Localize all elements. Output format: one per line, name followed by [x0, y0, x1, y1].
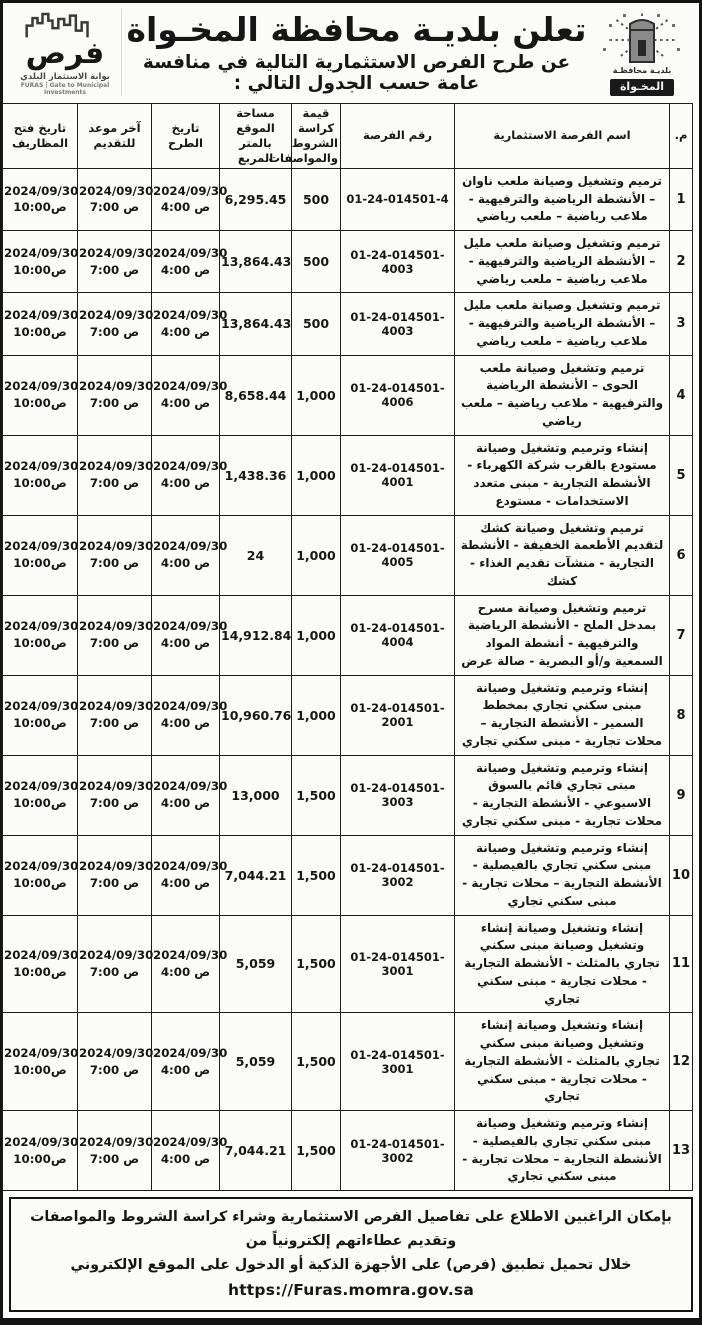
municipality-emblem-icon: [591, 10, 693, 68]
cell-booklet-fee: 1,000: [292, 435, 341, 515]
cell-opportunity-number: 01-24-014501-4003: [341, 293, 455, 355]
cell-opportunity-name: إنشاء وترميم وتشغيل وصيانة مبنى سكني تجاري بالفيصلية - الأنشطة التجارية – محلات تجارية - مبنى سكني تجاري: [455, 835, 670, 915]
cell-site-area: 7,044.21: [220, 835, 292, 915]
col-opening-date: تاريخ فتح المظاريف: [3, 104, 78, 169]
table-row: [3, 231, 693, 293]
cell-submission-deadline: 2024/09/30 7:00 ص: [78, 595, 152, 675]
cell-submission-deadline: 2024/09/30 7:00 ص: [78, 1111, 152, 1191]
cell-site-area: 14,912.84: [220, 595, 292, 675]
cell-submission-deadline: 2024/09/30 7:00 ص: [78, 293, 152, 355]
cell-opening-date: 2024/09/30 10:00ص: [3, 435, 78, 515]
cell-opportunity-number: 01-24-014501-2001: [341, 675, 455, 755]
cell-booklet-fee: 500: [292, 293, 341, 355]
table-row: [3, 835, 693, 915]
cell-opportunity-name: إنشاء وترميم وتشغيل وصيانة مبنى تجاري قائم بالسوق الاسبوعي - الأنشطة التجارية - محلات تجارية - مبنى سكني تجاري: [455, 755, 670, 835]
cell-opportunity-number: 01-24-014501-4001: [341, 435, 455, 515]
cell-serial: 11: [670, 915, 693, 1013]
cell-opportunity-number: 01-24-014501-3002: [341, 1111, 455, 1191]
footer-note: [9, 1197, 693, 1312]
cell-serial: 4: [670, 355, 693, 435]
cell-serial: 3: [670, 293, 693, 355]
col-booklet-fee: قيمة كراسة الشروط والمواصفات: [292, 104, 341, 169]
cell-offer-date: 2024/09/30 4:00 ص: [152, 835, 220, 915]
cell-booklet-fee: 1,000: [292, 355, 341, 435]
cell-opportunity-number: 01-24-014501-3001: [341, 1013, 455, 1111]
cell-booklet-fee: 1,000: [292, 675, 341, 755]
cell-opening-date: 2024/09/30 10:00ص: [3, 293, 78, 355]
table-row: [3, 355, 693, 435]
cell-site-area: 6,295.45: [220, 168, 292, 230]
cell-offer-date: 2024/09/30 4:00 ص: [152, 435, 220, 515]
table-row: [3, 293, 693, 355]
furas-wordmark: فرص: [25, 36, 105, 71]
footer-line1: بإمكان الراغبين الاطلاع على تفاصيل الفرص الاستثمارية وشراء كراسة الشروط والمواصفات وتقديم عطاءاتهم إلكترونياً من: [30, 1209, 672, 1250]
cell-booklet-fee: 1,000: [292, 515, 341, 595]
cell-serial: 7: [670, 595, 693, 675]
col-opportunity-name: اسم الفرصة الاستثمارية: [455, 104, 670, 169]
cell-opportunity-number: 01-24-014501-4: [341, 168, 455, 230]
cell-booklet-fee: 500: [292, 168, 341, 230]
table-row: [3, 755, 693, 835]
cell-site-area: 1,438.36: [220, 435, 292, 515]
table-row: [3, 435, 693, 515]
cell-opening-date: 2024/09/30 10:00ص: [3, 835, 78, 915]
cell-booklet-fee: 1,000: [292, 595, 341, 675]
cell-opening-date: 2024/09/30 10:00ص: [3, 1013, 78, 1111]
cell-offer-date: 2024/09/30 4:00 ص: [152, 515, 220, 595]
cell-serial: 9: [670, 755, 693, 835]
cell-opportunity-number: 01-24-014501-3002: [341, 835, 455, 915]
cell-opportunity-name: إنشاء وترميم وتشغيل وصيانة مبنى سكني تجاري بالفيصلية - الأنشطة التجارية – محلات تجارية - مبنى سكني تجاري: [455, 1111, 670, 1191]
cell-offer-date: 2024/09/30 4:00 ص: [152, 355, 220, 435]
footer-line2: خلال تحميل تطبيق (فرص) على الأجهزة الذكية أو الدخول على الموقع الإلكتروني: [70, 1257, 632, 1274]
table-row: [3, 595, 693, 675]
masthead: [3, 3, 699, 99]
cell-serial: 12: [670, 1013, 693, 1111]
cell-opening-date: 2024/09/30 10:00ص: [3, 231, 78, 293]
cell-serial: 8: [670, 675, 693, 755]
municipality-emblem: [591, 10, 693, 96]
cell-opportunity-name: ترميم وتشغيل وصيانة ملعب ناوان – الأنشطة الرياضية والترفيهية - ملاعب رياضية – ملعب رياضي: [455, 168, 670, 230]
furas-tagline-en: FURAS | Gate to Municipal Investments: [20, 82, 110, 96]
cell-opportunity-name: ترميم وتشغيل وصيانة ملعب مليل – الأنشطة الرياضية والترفيهية - ملاعب رياضية – ملعب رياضي: [455, 293, 670, 355]
cell-opening-date: 2024/09/30 10:00ص: [3, 515, 78, 595]
cell-submission-deadline: 2024/09/30 7:00 ص: [78, 435, 152, 515]
cell-offer-date: 2024/09/30 4:00 ص: [152, 168, 220, 230]
headline-block: [126, 11, 587, 95]
cell-site-area: 5,059: [220, 915, 292, 1013]
col-opportunity-number: رقم الفرصة: [341, 104, 455, 169]
cell-opening-date: 2024/09/30 10:00ص: [3, 675, 78, 755]
cell-opportunity-number: 01-24-014501-4004: [341, 595, 455, 675]
cell-booklet-fee: 1,500: [292, 835, 341, 915]
cell-opening-date: 2024/09/30 10:00ص: [3, 595, 78, 675]
cell-opening-date: 2024/09/30 10:00ص: [3, 355, 78, 435]
table-row: [3, 675, 693, 755]
cell-opportunity-name: إنشاء وترميم وتشغيل وصيانة مستودع بالقرب شركة الكهرباء - الأنشطة التجارية - مبنى متعدد الاستخدامات - مستودع: [455, 435, 670, 515]
furas-website-link[interactable]: https://Furas.momra.gov.sa: [227, 1281, 475, 1300]
cell-submission-deadline: 2024/09/30 7:00 ص: [78, 231, 152, 293]
table-row: [3, 1111, 693, 1191]
cell-submission-deadline: 2024/09/30 7:00 ص: [78, 515, 152, 595]
opportunities-table: [2, 103, 693, 1191]
cell-submission-deadline: 2024/09/30 7:00 ص: [78, 675, 152, 755]
furas-tagline-ar: بوابة الاستثمار البلدي: [20, 72, 110, 82]
cell-site-area: 8,658.44: [220, 355, 292, 435]
table-row: [3, 515, 693, 595]
page-title: تعلن بلديـة محافظة المخـواة: [126, 9, 587, 49]
table-row: [3, 1013, 693, 1111]
cell-opportunity-number: 01-24-014501-4005: [341, 515, 455, 595]
cell-submission-deadline: 2024/09/30 7:00 ص: [78, 1013, 152, 1111]
cell-submission-deadline: 2024/09/30 7:00 ص: [78, 835, 152, 915]
table-row: [3, 915, 693, 1013]
cell-booklet-fee: 1,500: [292, 1111, 341, 1191]
col-submission-deadline: آخر موعد للتقديم: [78, 104, 152, 169]
cell-opportunity-name: ترميم وتشغيل وصيانة ملعب مليل – الأنشطة الرياضية والترفيهية - ملاعب رياضية – ملعب رياضي: [455, 231, 670, 293]
cell-serial: 5: [670, 435, 693, 515]
cell-offer-date: 2024/09/30 4:00 ص: [152, 293, 220, 355]
table-header: [3, 104, 693, 169]
cell-opportunity-number: 01-24-014501-4003: [341, 231, 455, 293]
cell-opening-date: 2024/09/30 10:00ص: [3, 168, 78, 230]
cell-offer-date: 2024/09/30 4:00 ص: [152, 675, 220, 755]
cell-site-area: 10,960.76: [220, 675, 292, 755]
cell-opportunity-name: ترميم وتشغيل وصيانة مسرح بمدخل الملح - الأنشطة الرياضية والترفيهية - أنشطة المواد السمعية و/أو البصرية - صالة عرض: [455, 595, 670, 675]
page-subtitle: عن طرح الفرص الاستثمارية التالية في منافسة عامة حسب الجدول التالي :: [142, 52, 571, 95]
table-row: [3, 168, 693, 230]
cell-submission-deadline: 2024/09/30 7:00 ص: [78, 755, 152, 835]
cell-offer-date: 2024/09/30 4:00 ص: [152, 915, 220, 1013]
cell-opportunity-name: إنشاء وتشغيل وصيانة إنشاء وتشغيل وصيانة مبنى سكني تجاري بالمثلث - الأنشطة التجارية - محلات تجارية - مبنى سكني تجاري: [455, 1013, 670, 1111]
cell-serial: 13: [670, 1111, 693, 1191]
cell-opportunity-name: ترميم وتشغيل وصيانة ملعب الحوى – الأنشطة الرياضية والترفيهية - ملاعب رياضية – ملعب رياضي: [455, 355, 670, 435]
cell-site-area: 24: [220, 515, 292, 595]
cell-opportunity-name: إنشاء وترميم وتشغيل وصيانة مبنى سكني تجاري بمخطط السمير - الأنشطة التجارية – محلات تجارية - مبنى سكني تجاري: [455, 675, 670, 755]
opportunities-tbody: [3, 168, 693, 1190]
cell-opening-date: 2024/09/30 10:00ص: [3, 755, 78, 835]
cell-submission-deadline: 2024/09/30 7:00 ص: [78, 915, 152, 1013]
col-offer-date: تاريخ الطرح: [152, 104, 220, 169]
cell-booklet-fee: 1,500: [292, 755, 341, 835]
cell-opportunity-number: 01-24-014501-4006: [341, 355, 455, 435]
cell-site-area: 13,864.43: [220, 231, 292, 293]
cell-serial: 1: [670, 168, 693, 230]
emblem-text-line1: بلديـة محافظـة: [612, 65, 672, 75]
cell-opening-date: 2024/09/30 10:00ص: [3, 1111, 78, 1191]
cell-offer-date: 2024/09/30 4:00 ص: [152, 755, 220, 835]
cell-serial: 10: [670, 835, 693, 915]
cell-opportunity-number: 01-24-014501-3003: [341, 755, 455, 835]
cell-site-area: 13,864.43: [220, 293, 292, 355]
col-serial: م.: [670, 104, 693, 169]
cell-opportunity-name: ترميم وتشغيل وصيانة كشك لتقديم الأطعمة الخفيفة - الأنشطة التجارية - منشآت تقديم الغذاء - كشك: [455, 515, 670, 595]
cell-site-area: 5,059: [220, 1013, 292, 1111]
cell-submission-deadline: 2024/09/30 7:00 ص: [78, 168, 152, 230]
cell-offer-date: 2024/09/30 4:00 ص: [152, 231, 220, 293]
cell-serial: 2: [670, 231, 693, 293]
cell-booklet-fee: 1,500: [292, 915, 341, 1013]
cell-site-area: 7,044.21: [220, 1111, 292, 1191]
cell-site-area: 13,000: [220, 755, 292, 835]
cell-submission-deadline: 2024/09/30 7:00 ص: [78, 355, 152, 435]
furas-logo: [9, 9, 122, 96]
cell-opportunity-name: إنشاء وتشغيل وصيانة إنشاء وتشغيل وصيانة مبنى سكني تجاري بالمثلث - الأنشطة التجارية - محلات تجارية - مبنى سكني تجاري: [455, 915, 670, 1013]
emblem-text-line2: المخـواة: [610, 79, 674, 96]
cell-opportunity-number: 01-24-014501-3001: [341, 915, 455, 1013]
cell-booklet-fee: 1,500: [292, 1013, 341, 1111]
cell-serial: 6: [670, 515, 693, 595]
cell-opening-date: 2024/09/30 10:00ص: [3, 915, 78, 1013]
cell-booklet-fee: 500: [292, 231, 341, 293]
cell-offer-date: 2024/09/30 4:00 ص: [152, 1111, 220, 1191]
col-site-area: مساحة الموقع بالمتر المربع: [220, 104, 292, 169]
cell-offer-date: 2024/09/30 4:00 ص: [152, 1013, 220, 1111]
cell-offer-date: 2024/09/30 4:00 ص: [152, 595, 220, 675]
